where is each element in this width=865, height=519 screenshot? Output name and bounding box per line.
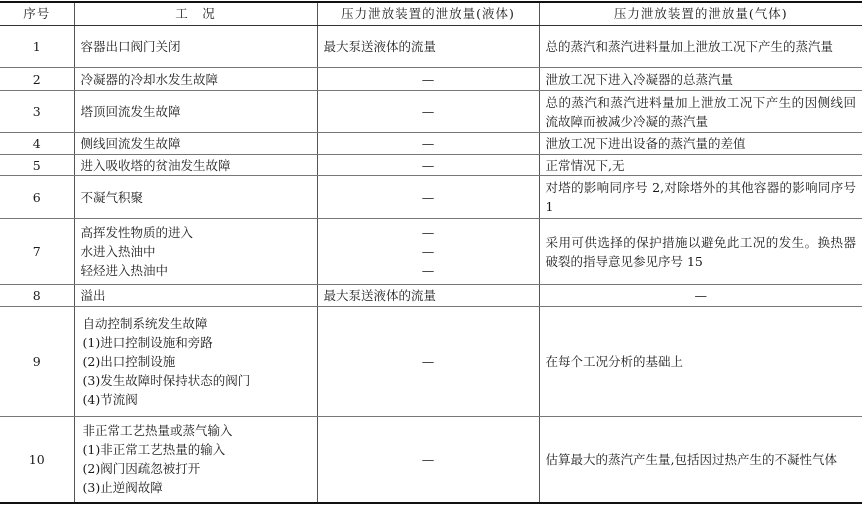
condition-line: (3)止逆阀故障 <box>82 480 163 496</box>
condition-line: 高挥发性物质的进入 <box>80 225 194 240</box>
table-row <box>0 68 862 91</box>
table-row <box>0 176 862 219</box>
condition-line: 水进入热油中 <box>80 244 156 259</box>
liquid-cell <box>317 417 539 503</box>
liquid-value: — <box>421 451 435 467</box>
gas-cell: 在每个工况分析的基础上 <box>539 307 862 417</box>
row-number: 8 <box>0 285 74 307</box>
gas-cell: — <box>539 285 862 307</box>
liquid-value: — <box>421 136 435 151</box>
condition-line: 自动控制系统发生故障 <box>82 316 208 331</box>
gas-cell: 泄放工况下进入冷凝器的总蒸汽量 <box>539 68 862 91</box>
liquid-cell <box>317 176 539 219</box>
row-number: 7 <box>0 219 74 285</box>
liquid-cell <box>317 91 539 133</box>
gas-cell: 总的蒸汽和蒸汽进料量加上泄放工况下产生的因侧线回流故障而被减少冷凝的蒸汽量 <box>539 91 862 133</box>
table-row <box>0 417 862 503</box>
row-number: 2 <box>0 68 74 91</box>
condition-line: (1)进口控制设施和旁路 <box>82 335 213 350</box>
condition-line: (1)非正常工艺热量的输入 <box>82 442 226 458</box>
liquid-value: — <box>421 263 435 278</box>
table-row <box>0 26 862 68</box>
liquid-value: 最大泵送液体的流量 <box>323 39 437 54</box>
gas-cell: 泄放工况下进出设备的蒸汽量的差值 <box>539 133 862 155</box>
header-condition: 工 况 <box>74 2 317 26</box>
row-number: 9 <box>0 307 74 417</box>
relief-load-table <box>0 1 862 504</box>
liquid-value: — <box>421 244 435 259</box>
liquid-cell <box>317 285 539 307</box>
gas-cell: 估算最大的蒸汽产生量,包括因过热产生的不凝性气体 <box>539 417 862 503</box>
gas-cell: 对塔的影响同序号 2,对除塔外的其他容器的影响同序号 1 <box>539 176 862 219</box>
condition-cell <box>74 417 317 503</box>
condition-line: 溢出 <box>80 288 106 303</box>
row-number: 5 <box>0 155 74 176</box>
liquid-cell <box>317 307 539 417</box>
table-row <box>0 219 862 285</box>
condition-line: (2)阀门因疏忽被打开 <box>82 461 201 477</box>
table-row <box>0 155 862 176</box>
liquid-value: — <box>421 104 435 119</box>
condition-cell <box>74 307 317 417</box>
table-row <box>0 285 862 307</box>
liquid-cell <box>317 26 539 68</box>
gas-cell: 总的蒸汽和蒸汽进料量加上泄放工况下产生的蒸汽量 <box>539 26 862 68</box>
table-row <box>0 307 862 417</box>
liquid-value: — <box>421 157 435 173</box>
condition-line: 塔顶回流发生故障 <box>80 104 181 119</box>
table-body <box>0 26 862 503</box>
liquid-cell <box>317 219 539 285</box>
condition-cell <box>74 68 317 91</box>
row-number: 10 <box>0 417 74 503</box>
condition-line: 非正常工艺热量或蒸气输入 <box>82 423 233 439</box>
liquid-cell <box>317 68 539 91</box>
header-liquid: 压力泄放装置的泄放量(液体) <box>317 2 539 26</box>
condition-line: 侧线回流发生故障 <box>80 136 181 151</box>
header-row <box>0 2 862 26</box>
gas-cell: 采用可供选择的保护措施以避免此工况的发生。换热器破裂的指导意见参见序号 15 <box>539 219 862 285</box>
liquid-cell <box>317 155 539 176</box>
row-number: 6 <box>0 176 74 219</box>
row-number: 4 <box>0 133 74 155</box>
liquid-value: — <box>421 71 435 87</box>
header-gas: 压力泄放装置的泄放量(气体) <box>539 2 862 26</box>
row-number: 3 <box>0 91 74 133</box>
liquid-value: — <box>421 225 435 240</box>
condition-line: 轻烃进入热油中 <box>80 263 169 278</box>
condition-cell <box>74 176 317 219</box>
condition-line: 容器出口阀门关闭 <box>80 39 181 54</box>
liquid-value: — <box>421 189 435 205</box>
liquid-value: — <box>421 354 435 369</box>
table-header <box>0 2 862 26</box>
condition-line: 冷凝器的冷却水发生故障 <box>80 71 219 87</box>
header-no: 序号 <box>0 2 74 26</box>
liquid-cell <box>317 133 539 155</box>
condition-line: 不凝气积聚 <box>80 189 144 205</box>
condition-line: (2)出口控制设施 <box>82 354 176 369</box>
liquid-value: 最大泵送液体的流量 <box>323 288 437 303</box>
condition-cell <box>74 133 317 155</box>
condition-cell <box>74 285 317 307</box>
gas-cell: 正常情况下,无 <box>539 155 862 176</box>
condition-line: (3)发生故障时保持状态的阀门 <box>82 373 251 388</box>
condition-cell <box>74 219 317 285</box>
row-number: 1 <box>0 26 74 68</box>
condition-cell <box>74 91 317 133</box>
condition-cell <box>74 155 317 176</box>
condition-line: (4)节流阀 <box>82 392 138 407</box>
table-row <box>0 133 862 155</box>
condition-cell <box>74 26 317 68</box>
table-row <box>0 91 862 133</box>
condition-line: 进入吸收塔的贫油发生故障 <box>80 157 231 173</box>
